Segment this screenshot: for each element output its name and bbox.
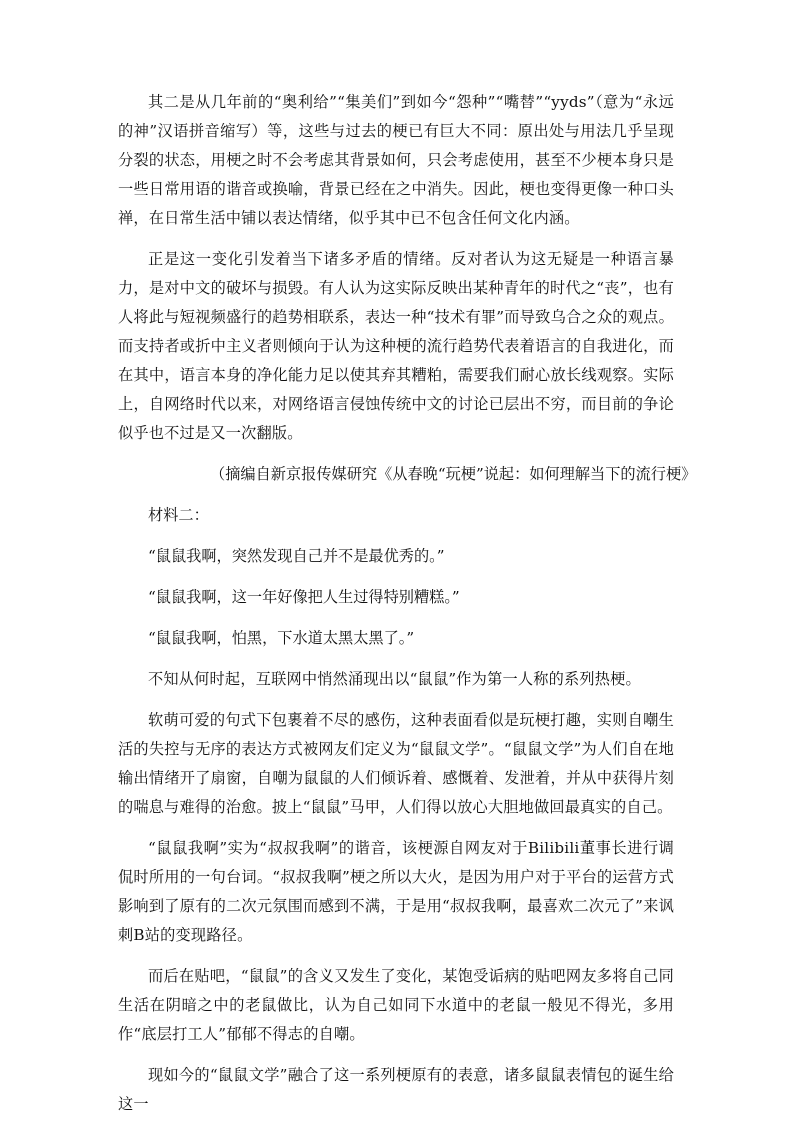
paragraph-4: 软萌可爱的句式下包裹着不尽的感伤，这种表面看似是玩梗打趣，实则自嘲生活的失控与无序的表达方式被网友们定义为“鼠鼠文学”。“鼠鼠文学”为人们自在地输出情绪开了扇窗，自嘲为鼠鼠的人们倾诉着、感慨着、发泄着，并从中获得片刻的喘息与难得的治愈。披上“鼠鼠”马甲，人们得以放心大胆地做回最真实的自己。 bbox=[118, 711, 674, 816]
paragraph-5: “鼠鼠我啊”实为“叔叔我啊”的谐音，该梗源自网友对于Bilibili董事长进行调侃时所用的一句台词。“叔叔我啊”梗之所以大火，是因为用户对于平台的运营方式影响到了原有的二次元氛围而感到不满，于是用“叔叔我啊，最喜欢二次元了”来讽刺B站的变现路径。 bbox=[118, 839, 674, 944]
paragraph-6: 而后在贴吧，“鼠鼠”的含义又发生了变化，某饱受诟病的贴吧网友多将自己同生活在阴暗之中的老鼠做比，认为自己如同下水道中的老鼠一般见不得光，多用作“底层打工人”郁郁不得志的自嘲。 bbox=[118, 967, 674, 1043]
paragraph-7: 现如今的“鼠鼠文学”融合了这一系列梗原有的表意，诸多鼠鼠表情包的诞生给这一 bbox=[118, 1066, 674, 1113]
material-label: 材料二： bbox=[148, 506, 209, 524]
paragraph-2: 正是这一变化引发着当下诸多矛盾的情绪。反对者认为这无疑是一种语言暴力，是对中文的破坏与损毁。有人认为这实际反映出某种青年的时代之“丧”，也有人将此与短视频盛行的趋势相联系，表达一种“技术有罪”而导致乌合之众的观点。而支持者或折中主义者则倾向于认为这种梗的流行趋势代表着语言的自我进化，而在其中，语言本身的净化能力足以使其弃其糟粕，需要我们耐心放长线观察。实际上，自网络时代以来，对网络语言侵蚀传统中文的讨论已层出不穷，而目前的争论似乎也不过是又一次翻版。 bbox=[118, 250, 674, 442]
quote-line-2: “鼠鼠我啊，这一年好像把人生过得特别糟糕。” bbox=[148, 588, 460, 606]
source-citation: （摘编自新京报传媒研究《从春晚“玩梗”说起：如何理解当下的流行梗》 bbox=[210, 465, 697, 483]
paragraph-3: 不知从何时起，互联网中悄然涌现出以“鼠鼠”作为第一人称的系列热梗。 bbox=[148, 670, 641, 688]
document-body bbox=[118, 88, 697, 1131]
paragraph-1: 其二是从几年前的“奥利给”“集美们”到如今“怨种”“嘴替”“yyds”（意为“永远的神”汉语拼音缩写）等，这些与过去的梗已有巨大不同：原出处与用法几乎呈现分裂的状态，用梗之时不会考虑其背景如何，只会考虑使用，甚至不少梗本身只是一些日常用语的谐音或换喻，背景已经在之中消失。因此，梗也变得更像一种口头禅，在日常生活中铺以表达情绪，似乎其中已不包含任何文化内涵。 bbox=[118, 93, 674, 227]
quote-line-3: “鼠鼠我啊，怕黑，下水道太黑太黑了。” bbox=[148, 629, 415, 647]
quote-line-1: “鼠鼠我啊，突然发现自己并不是最优秀的。” bbox=[148, 547, 445, 565]
